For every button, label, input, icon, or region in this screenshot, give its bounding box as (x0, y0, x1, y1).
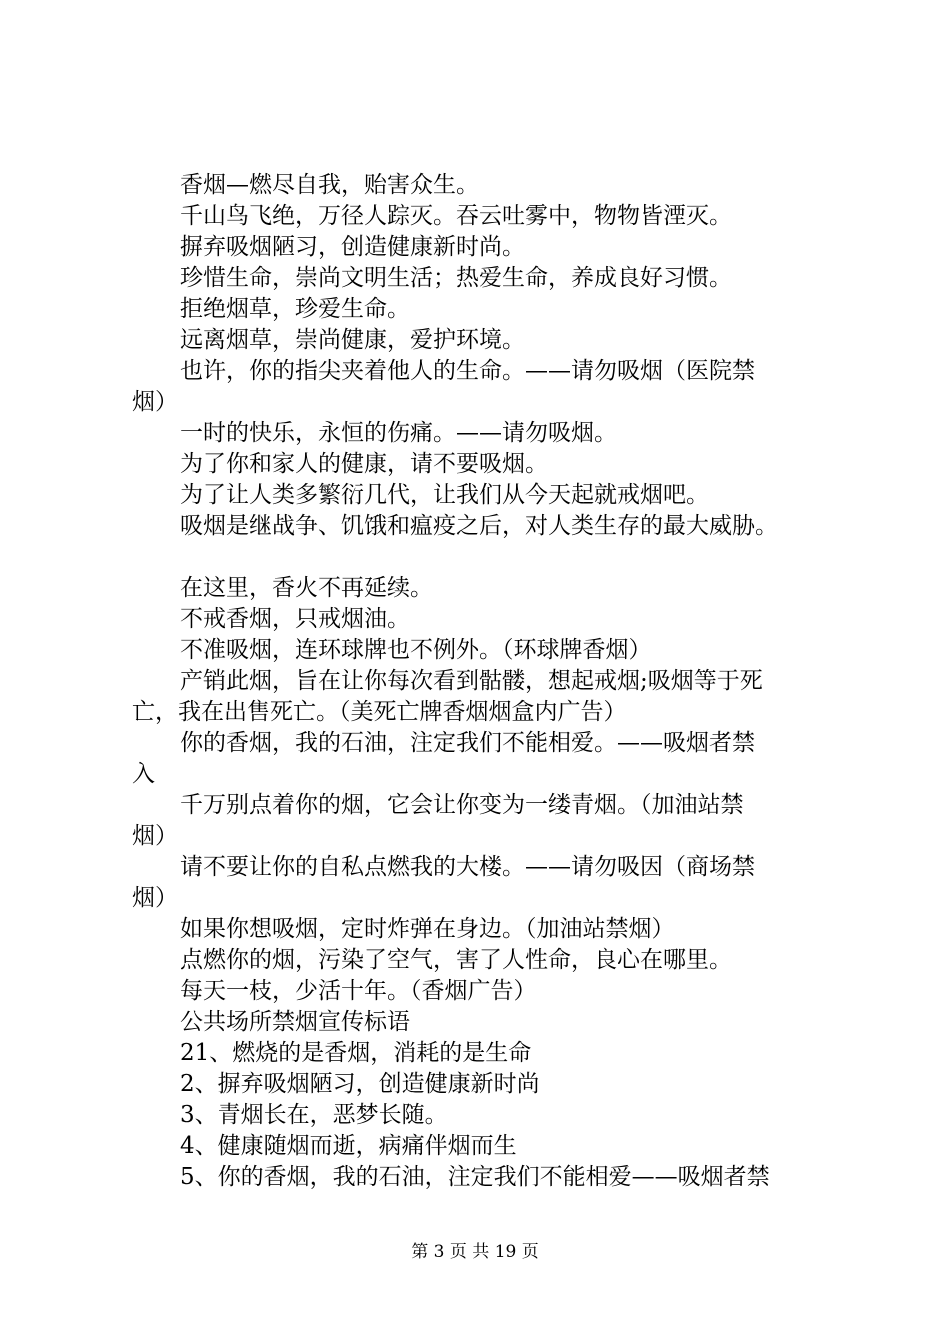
text-line-continuation: 亡，我在出售死亡。（美死亡牌香烟烟盒内广告） (132, 699, 627, 725)
list-item: 3、青烟长在，恶梦长随。 (180, 1102, 448, 1128)
text-line: 拒绝烟草，珍爱生命。 (180, 296, 410, 322)
list-item: 5、你的香烟，我的石油，注定我们不能相爱——吸烟者禁 (180, 1164, 770, 1190)
text-line: 如果你想吸烟，定时炸弹在身边。（加油站禁烟） (180, 916, 675, 942)
text-line: 产销此烟，旨在让你每次看到骷髅，想起戒烟;吸烟等于死 (180, 668, 763, 694)
text-line: 点燃你的烟，污染了空气，害了人性命，良心在哪里。 (180, 947, 732, 973)
text-line: 千万别点着你的烟，它会让你变为一缕青烟。（加油站禁 (180, 792, 744, 818)
text-line: 每天一枝，少活十年。（香烟广告） (180, 978, 537, 1004)
text-line: 你的香烟，我的石油，注定我们不能相爱。——吸烟者禁 (180, 730, 755, 756)
list-item: 4、健康随烟而逝，病痛伴烟而生 (180, 1133, 517, 1159)
text-line: 吸烟是继战争、饥饿和瘟疫之后，对人类生存的最大威胁。 (180, 513, 778, 539)
text-line: 珍惜生命，崇尚文明生活；热爱生命，养成良好习惯。 (180, 265, 732, 291)
text-line: 摒弃吸烟陋习，创造健康新时尚。 (180, 234, 525, 260)
text-line: 在这里，香火不再延续。 (180, 575, 433, 601)
text-line: 香烟—燃尽自我，贻害众生。 (180, 172, 479, 198)
text-line: 为了你和家人的健康，请不要吸烟。 (180, 451, 548, 477)
text-line: 远离烟草，崇尚健康，爱护环境。 (180, 327, 525, 353)
text-line: 千山鸟飞绝，万径人踪灭。吞云吐雾中，物物皆湮灭。 (180, 203, 732, 229)
list-item: 21、燃烧的是香烟，消耗的是生命 (180, 1040, 532, 1066)
blank-line (132, 542, 832, 573)
text-line-continuation: 烟） (132, 885, 178, 911)
document-body (132, 170, 832, 1193)
text-line-continuation: 入 (132, 761, 155, 787)
text-line: 不戒香烟，只戒烟油。 (180, 606, 410, 632)
text-line-continuation: 烟） (132, 823, 178, 849)
text-line: 也许，你的指尖夹着他人的生命。——请勿吸烟（医院禁 (180, 358, 755, 384)
text-line: 请不要让你的自私点燃我的大楼。——请勿吸因（商场禁 (180, 854, 755, 880)
text-line: 不准吸烟，连环球牌也不例外。（环球牌香烟） (180, 637, 652, 663)
list-item: 2、摒弃吸烟陋习，创造健康新时尚 (180, 1071, 540, 1097)
text-line-continuation: 烟） (132, 389, 178, 415)
section-heading: 公共场所禁烟宣传标语 (180, 1009, 410, 1035)
page-number-footer: 第 3 页 共 19 页 (411, 1242, 539, 1262)
text-line: 一时的快乐，永恒的伤痛。——请勿吸烟。 (180, 420, 617, 446)
text-line: 为了让人类多繁衍几代，让我们从今天起就戒烟吧。 (180, 482, 709, 508)
